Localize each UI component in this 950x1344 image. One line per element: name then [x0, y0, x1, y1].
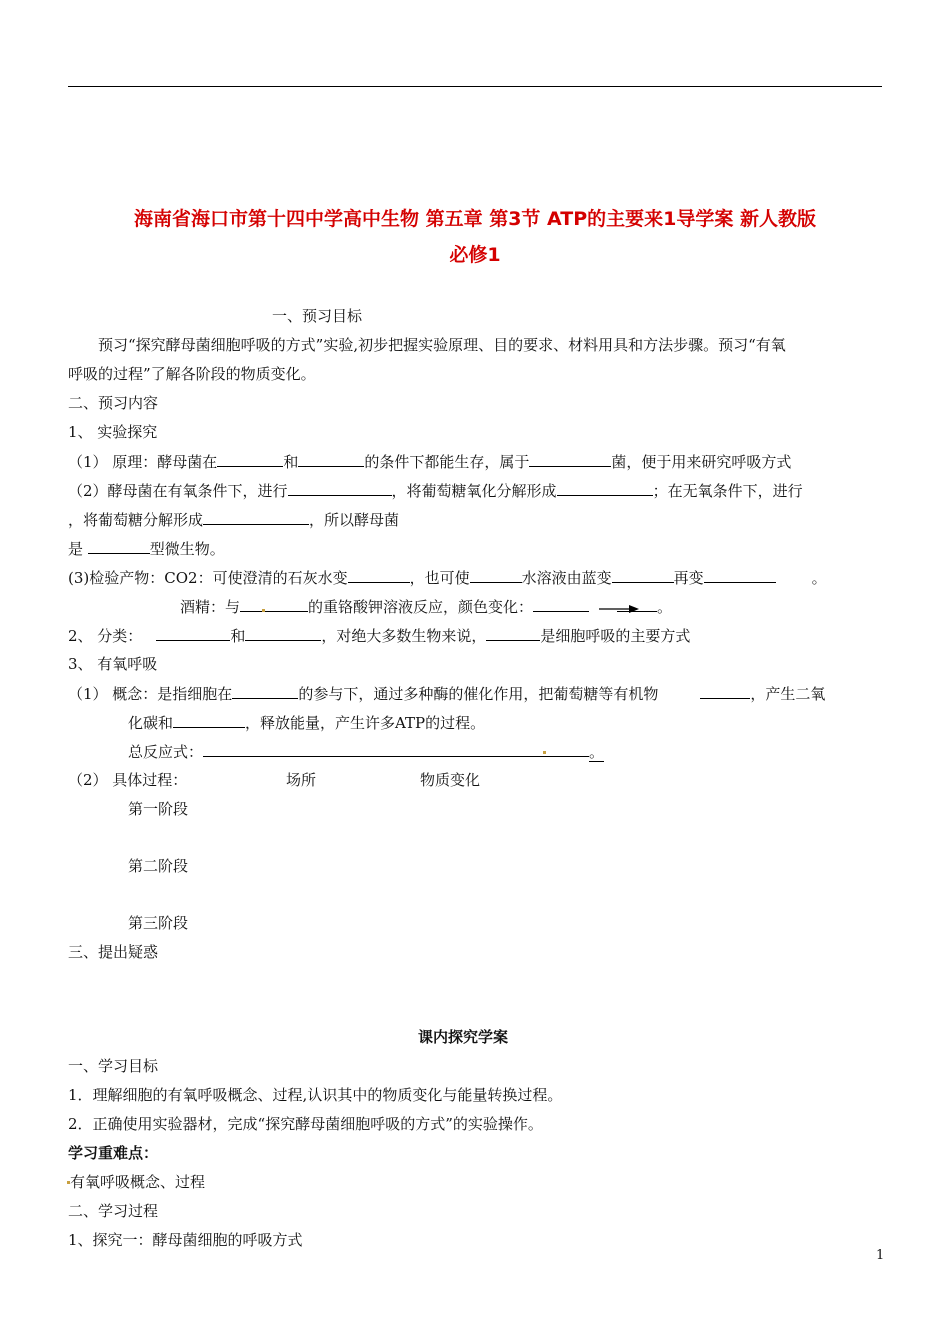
text: 水溶液由蓝变 — [521, 569, 612, 587]
key-points-heading: 学习重难点： — [68, 1144, 159, 1162]
answer-blank[interactable] — [298, 451, 364, 467]
answer-blank[interactable] — [557, 480, 653, 496]
text: ，所以酵母菌 — [309, 511, 400, 529]
header-rule — [68, 86, 882, 87]
table-header-line — [68, 770, 187, 790]
answer-blank[interactable] — [486, 625, 540, 641]
subheading: 3、 有氧呼吸 — [68, 655, 158, 673]
text: 和 — [283, 453, 299, 471]
answer-blank[interactable] — [203, 509, 309, 525]
text: (3)检验产物：CO2：可使澄清的石灰水变 — [68, 569, 348, 587]
column-header-place: 场所 — [286, 771, 317, 789]
question-line — [128, 741, 604, 762]
text: 菌，便于用来研究呼吸方式 — [611, 453, 792, 471]
answer-blank[interactable] — [156, 625, 230, 641]
text: （2） 具体过程： — [68, 771, 188, 789]
stage-label: 第一阶段 — [128, 800, 189, 818]
question-line — [68, 567, 827, 588]
subheading: 1、探究一：酵母菌细胞的呼吸方式 — [68, 1231, 303, 1249]
answer-blank[interactable] — [217, 451, 283, 467]
column-header-change: 物质变化 — [420, 771, 481, 789]
text: ；在无氧条件下，进行 — [652, 482, 803, 500]
ink-mark — [543, 751, 546, 754]
section-heading: 一、学习目标 — [68, 1057, 159, 1075]
question-line — [68, 480, 803, 501]
answer-blank[interactable] — [173, 712, 245, 728]
key-points-text: 有氧呼吸概念、过程 — [70, 1173, 206, 1191]
section-heading: 三、提出疑惑 — [68, 943, 159, 961]
text: 化碳和 — [128, 714, 174, 732]
text: 。 — [811, 569, 827, 587]
part-title: 课内探究学案 — [418, 1028, 509, 1046]
text: 和 — [230, 627, 246, 645]
goal-item: 2．正确使用实验器材，完成“探究酵母菌细胞呼吸的方式”的实验操作。 — [68, 1115, 543, 1133]
section-heading: 二、预习内容 — [68, 394, 159, 412]
text: ，产生二氧 — [750, 685, 826, 703]
answer-blank[interactable] — [470, 567, 522, 583]
question-line — [68, 451, 791, 472]
text: ，释放能量，产生许多ATP的过程。 — [245, 714, 486, 732]
text: 型微生物。 — [149, 540, 225, 558]
document-title-line1: 海南省海口市第十四中学高中生物 第五章 第3节 ATP的主要来1导学案 新人教版 — [133, 208, 817, 230]
text: ，也可使 — [409, 569, 470, 587]
paragraph: 呼吸的过程”了解各阶段的物质变化。 — [68, 365, 316, 383]
answer-blank[interactable] — [533, 596, 589, 612]
answer-blank[interactable] — [232, 683, 298, 699]
text: ，将葡萄糖分解形成 — [68, 511, 204, 529]
answer-blank[interactable] — [348, 567, 410, 583]
text: （1） 概念：是指细胞在 — [68, 685, 233, 703]
paragraph: 预习“探究酵母菌细胞呼吸的方式”实验,初步把握实验原理、目的要求、材料用具和方法步骤。预习“有氧 — [98, 336, 786, 354]
stage-label: 第三阶段 — [128, 914, 189, 932]
answer-blank[interactable] — [529, 451, 611, 467]
subheading: 1、 实验探究 — [68, 423, 158, 441]
text: 的参与下，通过多种酶的催化作用，把葡萄糖等有机物 — [298, 685, 659, 703]
text: 总反应式： — [128, 743, 204, 761]
text: 是 — [68, 540, 88, 558]
question-line — [68, 538, 225, 559]
answer-blank[interactable] — [288, 480, 392, 496]
question-line — [68, 625, 690, 646]
section-heading: 一、预习目标 — [272, 307, 363, 325]
text: 的条件下都能生存，属于 — [364, 453, 530, 471]
answer-blank[interactable] — [700, 683, 750, 699]
text: 的重铬酸钾溶液反应，颜色变化： — [308, 598, 534, 616]
page-number: 1 — [876, 1248, 885, 1263]
answer-blank[interactable] — [88, 538, 150, 554]
arrow-icon — [599, 603, 641, 615]
question-line — [68, 683, 825, 704]
text: （2）酵母菌在有氧条件下，进行 — [68, 482, 288, 500]
document-title-line2: 必修1 — [449, 244, 501, 266]
answer-blank[interactable] — [612, 567, 674, 583]
answer-blank[interactable] — [203, 741, 589, 757]
text: 再变 — [673, 569, 704, 587]
text: ，对绝大多数生物来说， — [321, 627, 487, 645]
text: 。 — [589, 743, 605, 761]
answer-blank[interactable] — [704, 567, 776, 583]
ink-mark — [67, 1181, 70, 1184]
text: 酒精：与 — [180, 598, 241, 616]
text: ，将葡萄糖氧化分解形成 — [391, 482, 557, 500]
section-heading: 二、学习过程 — [68, 1202, 159, 1220]
stage-label: 第二阶段 — [128, 857, 189, 875]
text: 。 — [657, 598, 673, 616]
text: 2、 分类： — [68, 627, 143, 645]
text: 是细胞呼吸的主要方式 — [540, 627, 691, 645]
goal-item: 1．理解细胞的有氧呼吸概念、过程,认识其中的物质变化与能量转换过程。 — [68, 1086, 563, 1104]
answer-blank[interactable] — [245, 625, 321, 641]
question-line — [128, 712, 485, 733]
question-line — [68, 509, 399, 530]
text: （1） 原理：酵母菌在 — [68, 453, 218, 471]
answer-blank[interactable] — [240, 596, 308, 612]
ink-mark — [262, 609, 265, 612]
